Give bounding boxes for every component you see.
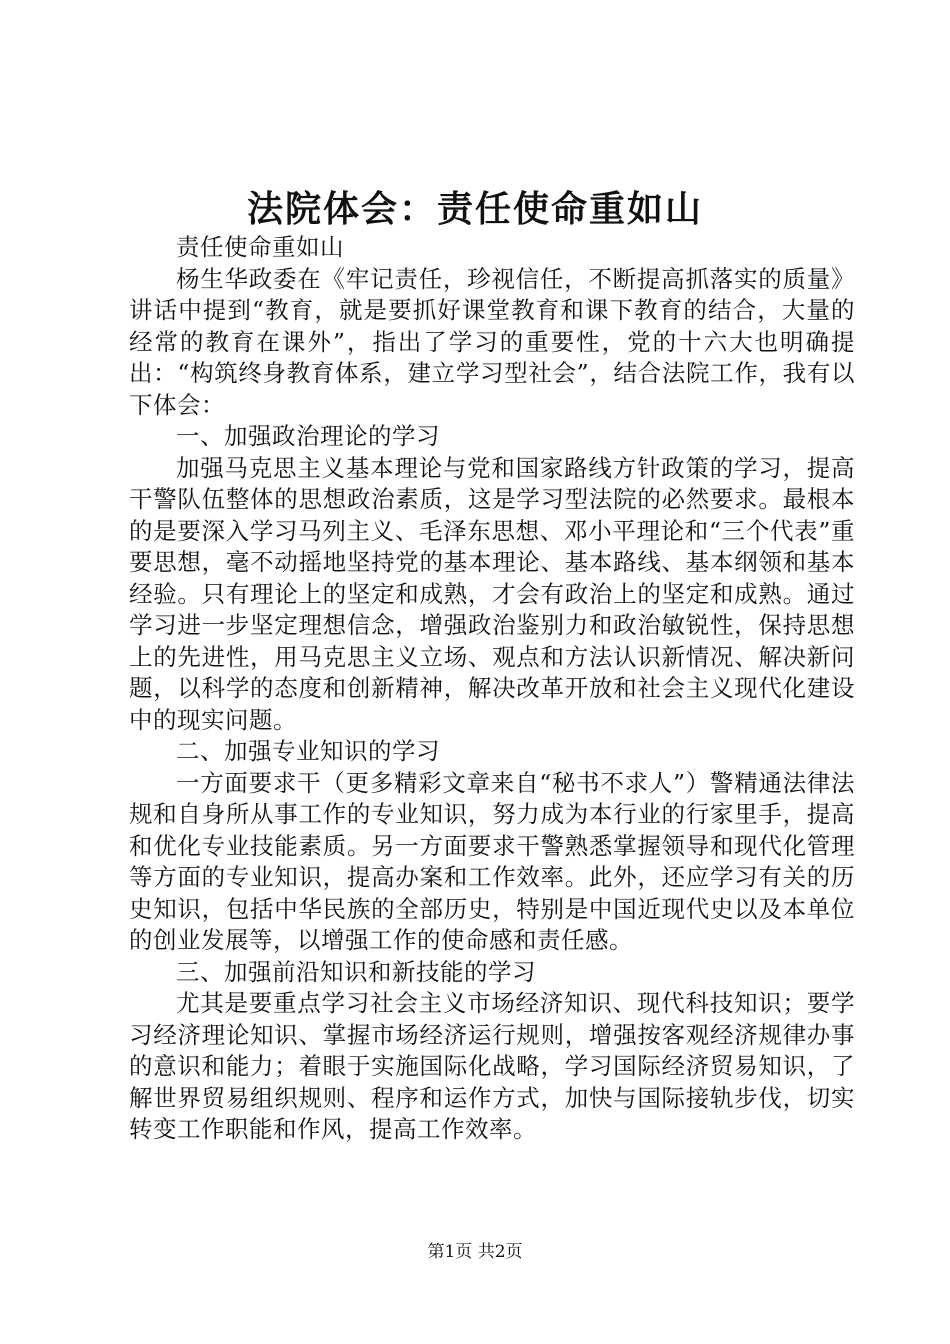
document-body (129, 232, 855, 1146)
intro-paragraph: 杨生华政委在《牢记责任，珍视信任，不断提高抓落实的质量》讲话中提到“教育，就是要抓好课堂教育和课下教育的结合，大量的经常的教育在课外”，指出了学习的重要性，党的十六大也明确提出：“构筑终身教育体系，建立学习型社会”，结合法院工作，我有以下体会： (129, 264, 855, 419)
section-heading-1: 一、加强政治理论的学习 (176, 422, 440, 450)
section-paragraph-1: 加强马克思主义基本理论与党和国家路线方针政策的学习，提高干警队伍整体的思想政治素质，这是学习型法院的必然要求。最根本的是要深入学习马列主义、毛泽东思想、邓小平理论和“三个代表”重要思想，毫不动摇地坚持党的基本理论、基本路线、基本纲领和基本经验。只有理论上的坚定和成熟，才会有政治上的坚定和成熟。通过学习进一步坚定理想信念，增强政治鉴别力和政治敏锐性，保持思想上的先进性，用马克思主义立场、观点和方法认识新情况、解决新问题，以科学的态度和创新精神，解决改革开放和社会主义现代化建设中的现实问题。 (129, 453, 855, 734)
document-title: 法院体会：责任使命重如山 (246, 188, 703, 230)
section-heading-2: 二、加强专业知识的学习 (176, 737, 440, 765)
section-heading-3: 三、加强前沿知识和新技能的学习 (176, 957, 536, 986)
section-paragraph-3: 尤其是要重点学习社会主义市场经济知识、现代科技知识；要学习经济理论知识、掌握市场经济运行规则，增强按客观经济规律办事的意识和能力；着眼于实施国际化战略，学习国际经济贸易知识，了解世界贸易组织规则、程序和运作方式，加快与国际接轨步伐，切实转变工作职能和作风，提高工作效率。 (129, 989, 855, 1143)
section-paragraph-2: 一方面要求干（更多精彩文章来自“秘书不求人”）警精通法律法规和自身所从事工作的专业知识，努力成为本行业的行家里手，提高和优化专业技能素质。另一方面要求干警熟悉掌握领导和现代化管理等方面的专业知识，提高办案和工作效率。此外，还应学习有关的历史知识，包括中华民族的全部历史，特别是中国近现代史以及本单位的创业发展等，以增强工作的使命感和责任感。 (129, 768, 855, 954)
page-number-footer: 第1页 共2页 (427, 1242, 523, 1262)
subtitle-paragraph: 责任使命重如山 (176, 233, 344, 261)
